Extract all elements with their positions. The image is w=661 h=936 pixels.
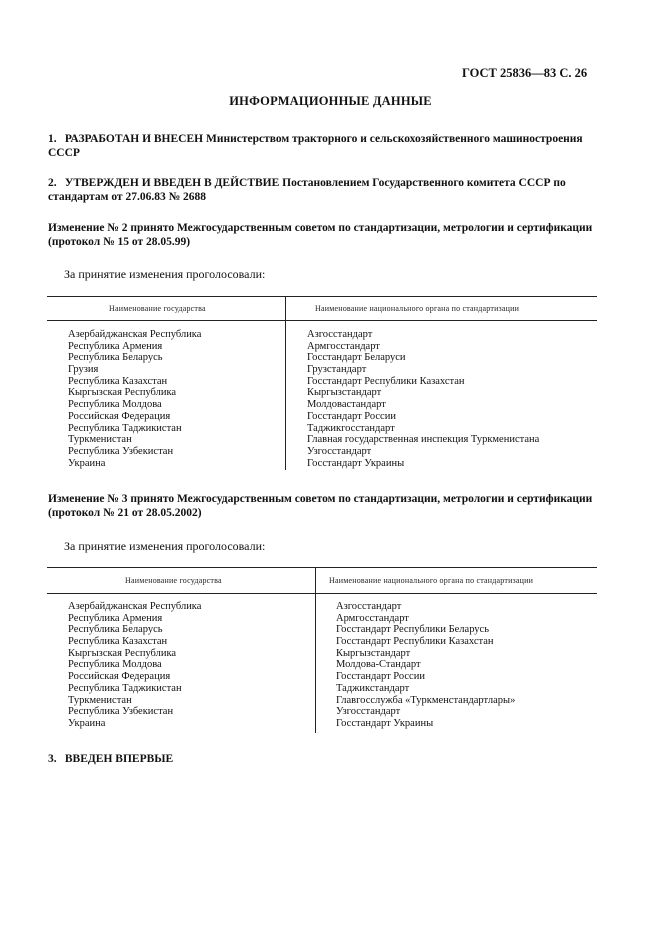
table-cell: Кыргызская Республика: [68, 647, 177, 659]
table-cell: Госстандарт Украины: [307, 457, 405, 469]
table-cell: Азербайджанская Республика: [68, 329, 202, 340]
table-top-border: [47, 567, 597, 568]
section-1: [48, 132, 593, 160]
table-cell: Республика Таджикистан: [68, 422, 182, 434]
change-2-vote-label: За принятие изменения проголосовали:: [64, 267, 266, 281]
table-cell: Госстандарт Республики Казахстан: [307, 375, 465, 387]
table-cell: Украина: [68, 717, 106, 729]
change-3-vote-label: За принятие изменения проголосовали:: [64, 539, 266, 553]
table-cell: Госстандарт Республики Казахстан: [336, 636, 494, 648]
table-cell: Армгосстандарт: [336, 612, 409, 624]
section-2: [48, 176, 593, 204]
table-column-divider: [315, 593, 316, 733]
table-cell: Грузия: [68, 364, 99, 376]
table-cell: Узгосстандарт: [336, 706, 401, 718]
table-cell: Республика Беларусь: [68, 624, 163, 636]
table-cell: Главная государственная инспекция Туркменистана: [307, 434, 540, 446]
section-lead: РАЗРАБОТАН И ВНЕСЕН: [64, 133, 204, 145]
column-header-body: Наименование национального органа по стандартизации: [315, 304, 520, 313]
table-cell: Республика Таджикистан: [68, 682, 182, 694]
change-2-table: [47, 296, 597, 476]
table-cell: Республика Узбекистан: [68, 445, 174, 457]
section-text: Министерством тракторного и сельскохозяйственного машиностроения СССР: [48, 133, 583, 159]
table-cell: Республика Узбекистан: [68, 706, 174, 718]
table-cell: Азгосстандарт: [307, 329, 373, 340]
table-cell: Грузстандарт: [307, 364, 367, 376]
bodies-column: [336, 601, 515, 730]
table-cell: Туркменистан: [68, 694, 132, 706]
table-cell: Республика Казахстан: [68, 636, 168, 648]
section-3: [48, 752, 173, 766]
table-cell: Украина: [68, 457, 106, 469]
section-lead: ВВЕДЕН ВПЕРВЫЕ: [64, 753, 174, 765]
table-header-divider: [285, 296, 286, 320]
section-lead: УТВЕРЖДЕН И ВВЕДЕН В ДЕЙСТВИЕ: [64, 177, 280, 189]
section-number: 2.: [48, 177, 57, 189]
document-reference: ГОСТ 25836—83 С. 26: [462, 66, 588, 80]
table-cell: Республика Армения: [68, 612, 163, 624]
table-cell: Госстандарт Беларуси: [307, 352, 406, 364]
table-cell: Таджикстандарт: [336, 682, 410, 694]
column-header-body: Наименование национального органа по стандартизации: [329, 576, 534, 585]
page-title: ИНФОРМАЦИОННЫЕ ДАННЫЕ: [229, 94, 432, 108]
section-number: 3.: [48, 753, 57, 765]
change-2-statement: Изменение № 2 принято Межгосударственным советом по стандартизации, метрологии и сертификации (протокол № 15 от 28.05.99): [48, 222, 593, 248]
table-cell: Госстандарт России: [307, 410, 396, 422]
table-header-divider: [315, 567, 316, 593]
section-text: Постановлением Государственного комитета СССР по стандартам от 27.06.83 № 2688: [48, 177, 566, 203]
table-cell: Российская Федерация: [68, 410, 171, 422]
bodies-column: [307, 329, 539, 469]
table-cell: Республика Беларусь: [68, 352, 163, 364]
table-header-border: [47, 320, 597, 321]
states-column: [68, 329, 201, 469]
table-top-border: [47, 296, 597, 297]
table-cell: Госстандарт Украины: [336, 717, 434, 729]
section-number: 1.: [48, 133, 57, 145]
table-cell: Республика Молдова: [68, 399, 162, 411]
table-cell: Таджикгосстандарт: [307, 422, 395, 434]
column-header-state: Наименование государства: [109, 304, 206, 313]
table-cell: Азгосстандарт: [336, 601, 402, 612]
table-header-border: [47, 593, 597, 594]
column-header-state: Наименование государства: [125, 576, 222, 585]
table-cell: Кыргызская Республика: [68, 387, 177, 399]
table-cell: Республика Армения: [68, 340, 163, 352]
table-cell: Туркменистан: [68, 434, 132, 446]
table-cell: Российская Федерация: [68, 671, 171, 683]
table-cell: Узгосстандарт: [307, 445, 372, 457]
table-cell: Молдовастандарт: [307, 399, 386, 411]
table-cell: Молдова-Стандарт: [336, 659, 421, 671]
change-3-table: [47, 567, 597, 737]
table-cell: Республика Казахстан: [68, 375, 168, 387]
table-cell: Армгосстандарт: [307, 340, 380, 352]
table-cell: Азербайджанская Республика: [68, 601, 202, 612]
table-cell: Госстандарт России: [336, 671, 425, 683]
table-cell: Главгосслужба «Туркменстандартлары»: [336, 694, 516, 706]
table-column-divider: [285, 320, 286, 470]
table-cell: Кыргызстандарт: [307, 387, 382, 399]
states-column: [68, 601, 201, 730]
table-cell: Кыргызстандарт: [336, 647, 411, 659]
table-cell: Госстандарт Республики Беларусь: [336, 624, 490, 636]
table-cell: Республика Молдова: [68, 659, 162, 671]
change-3-statement: Изменение № 3 принято Межгосударственным советом по стандартизации, метрологии и сертификации (протокол № 21 от 28.05.2002): [48, 493, 593, 519]
